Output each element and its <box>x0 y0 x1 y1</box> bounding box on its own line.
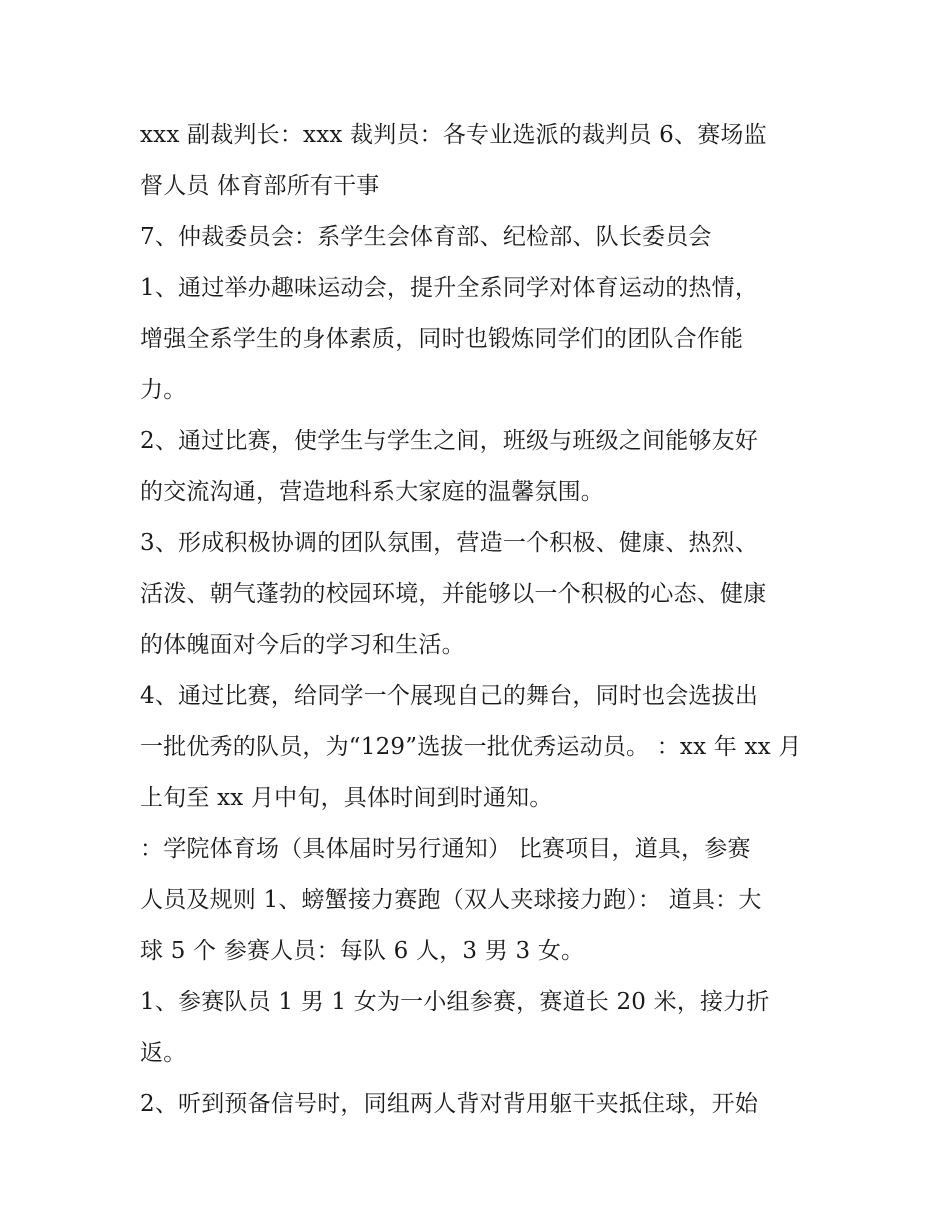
text-line: 力。 <box>140 377 187 403</box>
text-line: 2、通过比赛，使学生与学生之间，班级与班级之间能够友好 <box>140 428 759 454</box>
text-line: 增强全系学生的身体素质，同时也锻炼同学们的团队合作能 <box>140 326 744 352</box>
text-line: ：学院体育场（具体届时另行通知） 比赛项目，道具，参赛 <box>140 836 751 862</box>
text-line: 4、通过比赛，给同学一个展现自己的舞台，同时也会选拔出 <box>140 683 759 709</box>
document-body <box>140 110 820 1130</box>
text-line: xxx 副裁判长：xxx 裁判员：各专业选派的裁判员 6、赛场监 <box>140 122 767 148</box>
text-line: 上旬至 xx 月中旬，具体时间到时通知。 <box>140 785 553 811</box>
text-line: 球 5 个 参赛人员：每队 6 人，3 男 3 女。 <box>140 938 585 964</box>
text-line: 返。 <box>140 1040 187 1066</box>
text-line: 一批优秀的队员，为“129”选拔一批优秀运动员。 ：xx 年 xx 月 <box>140 734 802 760</box>
text-line: 督人员 体育部所有干事 <box>140 173 380 199</box>
text-line: 2、听到预备信号时，同组两人背对背用躯干夹抵住球，开始 <box>140 1091 759 1117</box>
text-line: 的体魄面对今后的学习和生活。 <box>140 632 465 658</box>
text-line: 1、参赛队员 1 男 1 女为一小组参赛，赛道长 20 米，接力折 <box>140 989 770 1015</box>
text-line: 活泼、朝气蓬勃的校园环境，并能够以一个积极的心态、健康 <box>140 581 767 607</box>
text-line: 的交流沟通，营造地科系大家庭的温馨氛围。 <box>140 479 604 505</box>
text-line: 7、仲裁委员会：系学生会体育部、纪检部、队长委员会 <box>140 224 712 250</box>
text-line: 3、形成积极协调的团队氛围，营造一个积极、健康、热烈、 <box>140 530 759 556</box>
text-line: 人员及规则 1、螃蟹接力赛跑（双人夹球接力跑）： 道具：大 <box>140 887 762 913</box>
text-line: 1、通过举办趣味运动会，提升全系同学对体育运动的热情， <box>140 275 759 301</box>
